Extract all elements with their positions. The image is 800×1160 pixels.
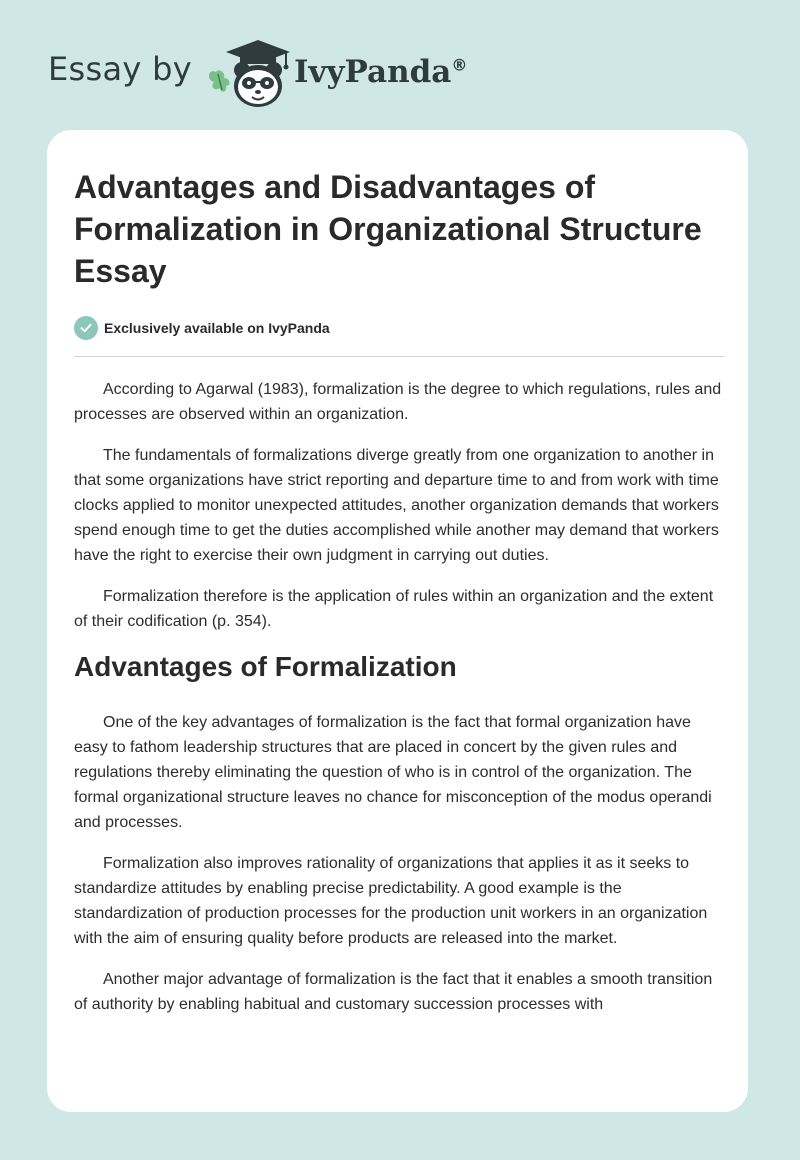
paragraph: Another major advantage of formalization is the fact that it enables a smooth transition of authority by enabling habitual and customary succession processes with <box>74 971 713 1013</box>
paragraph: Formalization also improves rationality of organizations that applies it as it seeks to standardize attitudes by enabling precise predictability. A good example is the standardization of production processes for the production unit workers in an organization with the aim of ensuring quality before products are released into the market. <box>74 855 708 947</box>
essay-by-label: Essay by <box>48 50 192 88</box>
paragraph: Formalization therefore is the application of rules within an organization and the extent of their codification (p. 354). <box>74 588 714 630</box>
panda-graduate-icon[interactable] <box>202 34 294 110</box>
ivy-leaf-icon <box>209 70 230 91</box>
exclusive-badge-label: Exclusively available on IvyPanda <box>104 320 330 336</box>
registered-mark: ® <box>451 55 468 75</box>
essay-body <box>74 377 724 1017</box>
paragraph: The fundamentals of formalizations diverge greatly from one organization to another in that some organizations have strict reporting and departure time to and from work with time clocks applied to monitor unexpected attitudes, another organization demands that workers spend enough time to get the duties accomplished while another may demand that workers have the right to exercise their own judgment in carrying out duties. <box>74 447 719 564</box>
section-heading: Advantages of Formalization <box>74 651 457 682</box>
essay-card <box>47 130 748 1112</box>
paragraph: One of the key advantages of formalization is the fact that formal organization have easy to fathom leadership structures that are placed in concert by the given rules and regulations thereby eliminating the question of who is in control of the organization. The formal organizational structure leaves no chance for misconception of the modus operandi and processes. <box>74 714 712 831</box>
brand-text: IvyPanda <box>294 54 452 90</box>
paragraph: According to Agarwal (1983), formalization is the degree to which regulations, rules and processes are observed within an organization. <box>74 381 722 423</box>
essay-content <box>74 166 724 1033</box>
title-divider <box>74 356 724 357</box>
site-header <box>48 34 508 110</box>
essay-title: Advantages and Disadvantages of Formalization in Organizational Structure Essay <box>74 169 702 289</box>
check-circle-icon <box>74 316 98 340</box>
exclusive-badge <box>74 314 724 342</box>
brand-name[interactable] <box>294 54 467 90</box>
